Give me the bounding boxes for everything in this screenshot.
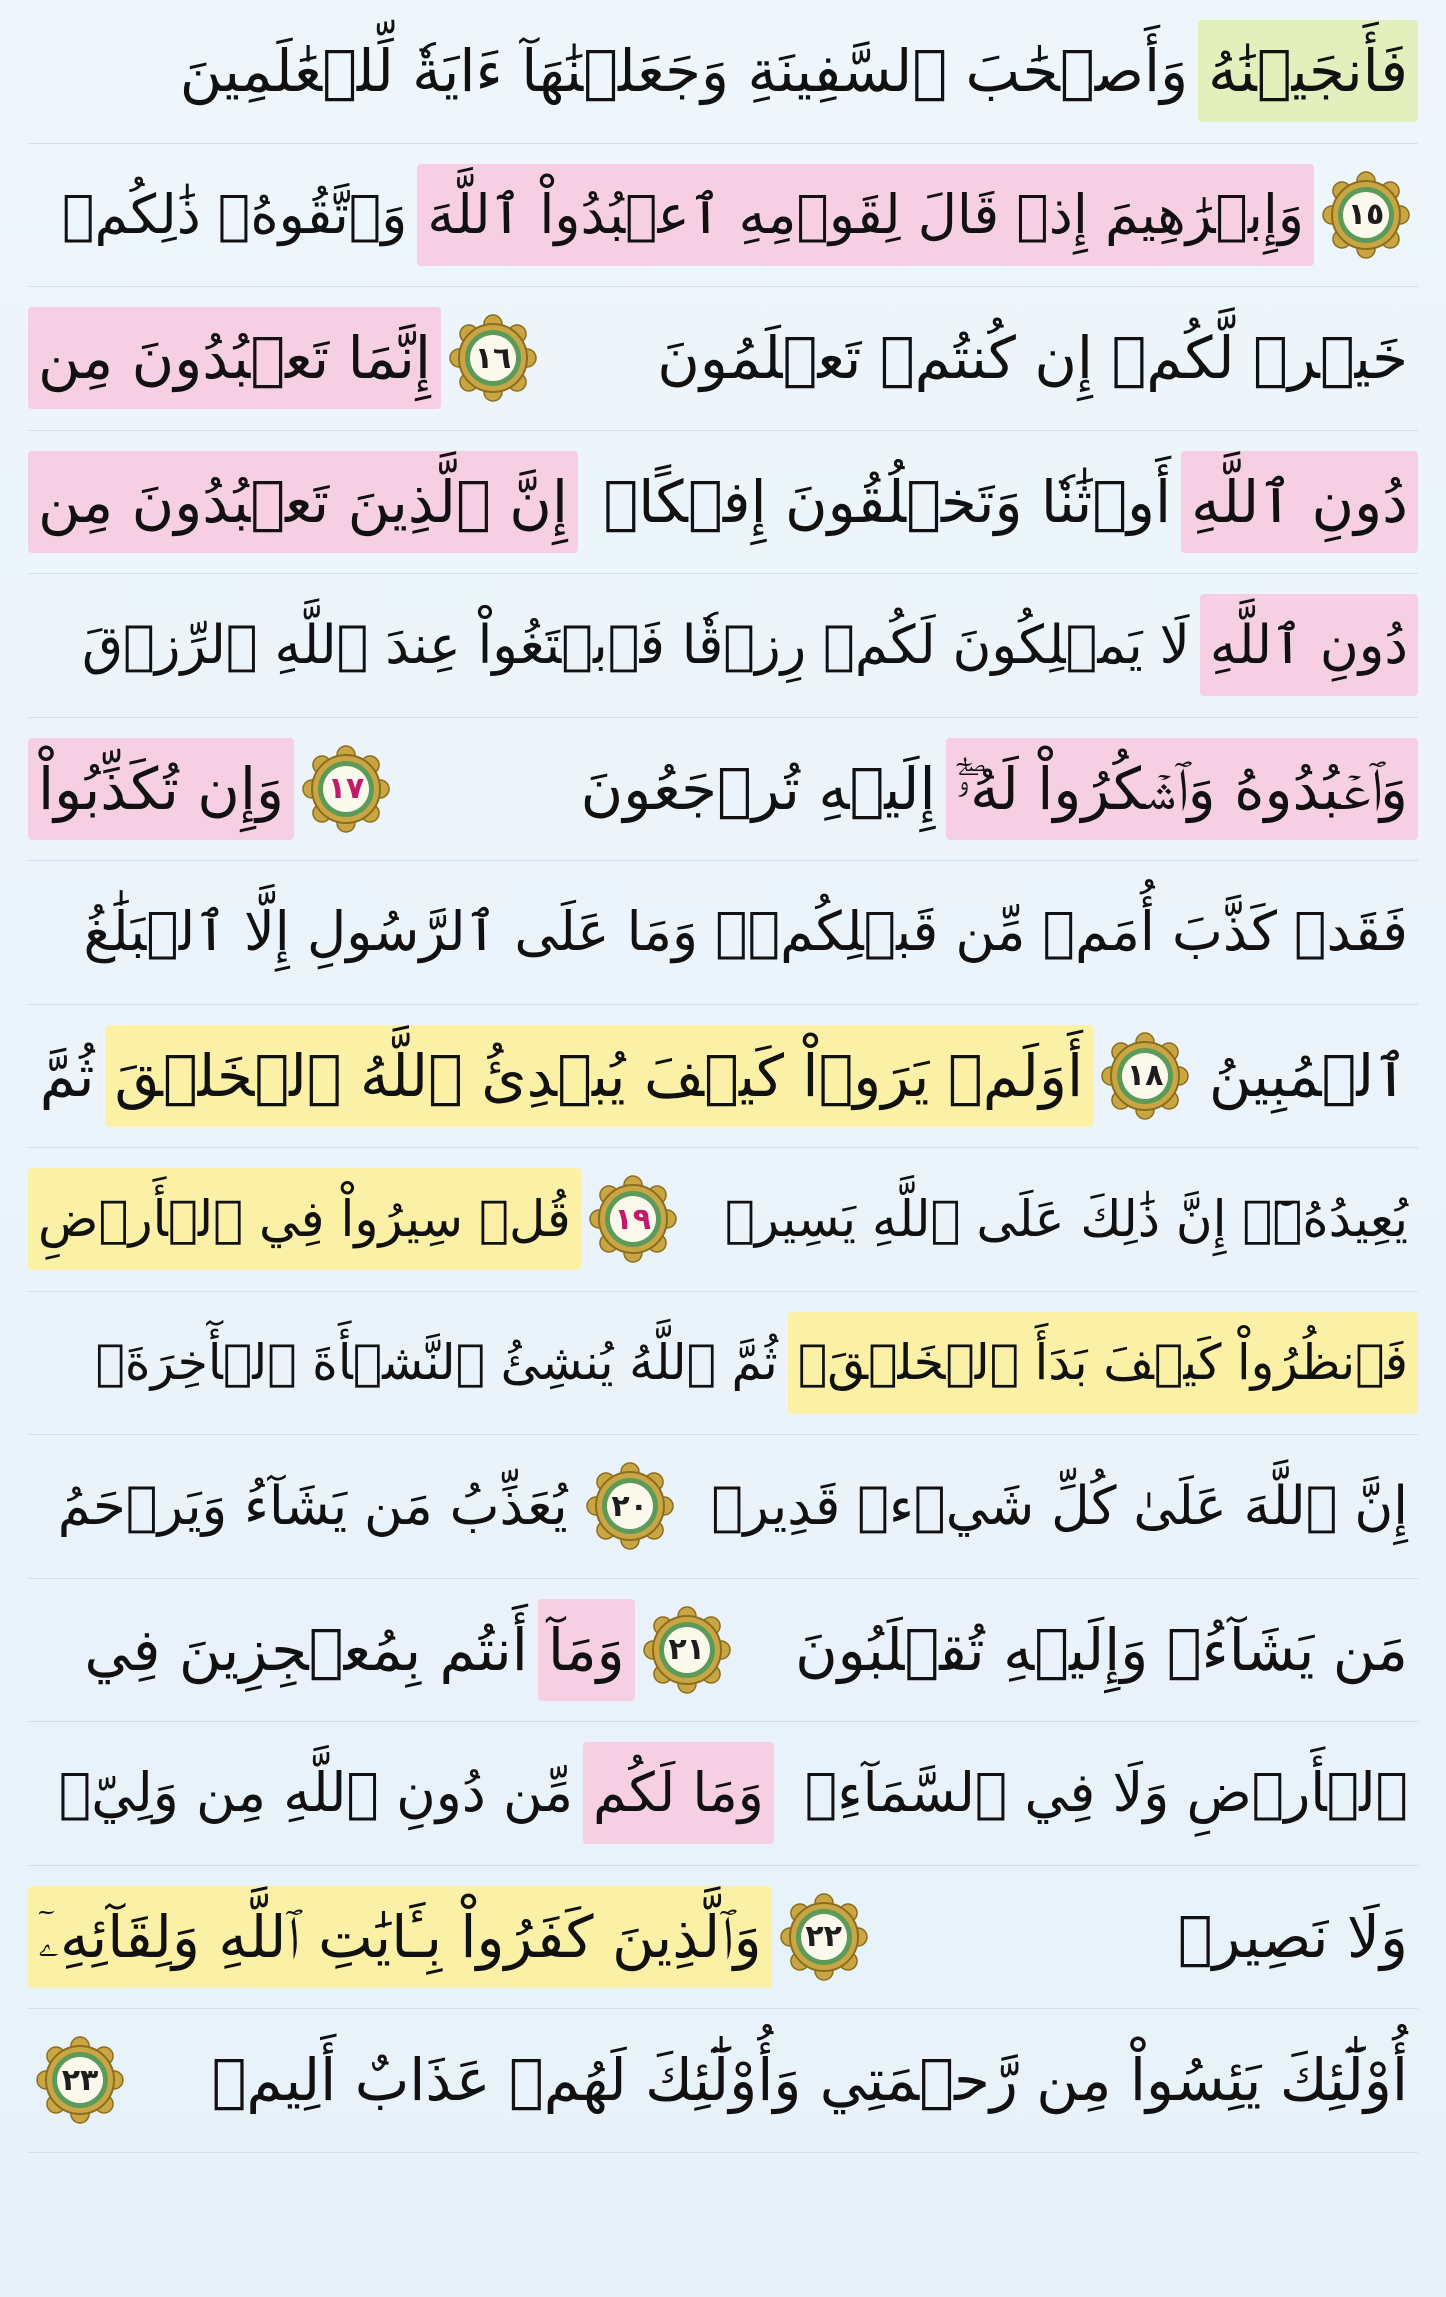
verse-text: أَوۡثَٰنٗا وَتَخۡلُقُونَ إِفۡكًاۚ [603, 467, 1172, 536]
highlighted-phrase: فَأَنجَيۡنَٰهُ [1198, 20, 1418, 122]
text-line [28, 1435, 1418, 1579]
verse-text: وَٱتَّقُوهُۖ ذَٰلِكُمۡ [62, 182, 408, 246]
ayah-number: ٢٠ [611, 1488, 648, 1524]
verse-text: يُعَذِّبُ مَن يَشَآءُ وَيَرۡحَمُ [57, 1475, 568, 1537]
verse-text: يُعِيدُهُۥٓۚ إِنَّ ذَٰلِكَ عَلَى ٱللَّهِ يَسِيرٞ [724, 1190, 1408, 1249]
ayah-number-marker [34, 2034, 126, 2126]
verse-text: ثُمَّ ٱللَّهُ يُنشِئُ ٱلنَّشۡأَةَ ٱلۡأٓخِرَةَۚ [95, 1334, 778, 1392]
highlighted-phrase: دُونِ ٱللَّهِ [1200, 594, 1418, 696]
ayah-number: ١٧ [327, 771, 365, 807]
ayah-number-marker [1099, 1030, 1191, 1122]
text-line [28, 1148, 1418, 1292]
ayah-number: ٢٣ [61, 2062, 99, 2098]
verse-text: وَلَا نَصِيرٖ [1177, 1902, 1408, 1971]
ayah-number: ٢١ [668, 1632, 705, 1668]
ayah-number-marker [447, 312, 539, 404]
verse-text: إِلَيۡهِ تُرۡجَعُونَ [580, 754, 936, 823]
text-line [28, 2009, 1418, 2153]
verse-text: فَقَدۡ كَذَّبَ أُمَمٞ مِّن قَبۡلِكُمۡۖ وَمَا عَلَى ٱلرَّسُولِ إِلَّا ٱلۡبَلَٰغُ [83, 900, 1408, 964]
text-line [28, 431, 1418, 575]
highlighted-phrase: وَٱعۡبُدُوهُ وَٱشۡكُرُواْ لَهُۥٓۖ [946, 738, 1418, 840]
verse-text: ٱلۡأَرۡضِ وَلَا فِي ٱلسَّمَآءِۖ [804, 1761, 1408, 1825]
highlighted-phrase: دُونِ ٱللَّهِ [1181, 451, 1418, 553]
text-line [28, 1292, 1418, 1436]
verse-text: ٱلۡمُبِينُ [1208, 1041, 1408, 1110]
highlighted-phrase: أَوَلَمۡ يَرَوۡاْ كَيۡفَ يُبۡدِئُ ٱللَّهُ ٱلۡخَلۡقَ [105, 1025, 1094, 1127]
highlighted-phrase: إِنَّمَا تَعۡبُدُونَ مِن [28, 307, 441, 409]
ayah-number: ١٩ [614, 1201, 652, 1237]
highlighted-phrase: وَإِن تُكَذِّبُواْ [28, 738, 294, 840]
highlighted-phrase: وَمَا لَكُم [583, 1742, 774, 1844]
highlighted-phrase: إِنَّ ٱلَّذِينَ تَعۡبُدُونَ مِن [28, 451, 578, 553]
ayah-number-marker [587, 1173, 679, 1265]
text-line [28, 287, 1418, 431]
verse-text: أَنتُم بِمُعۡجِزِينَ فِي [84, 1615, 528, 1684]
verse-text: مِّن دُونِ ٱللَّهِ مِن وَلِيّٖ [58, 1761, 574, 1825]
highlighted-phrase: فَٱنظُرُواْ كَيۡفَ بَدَأَ ٱلۡخَلۡقَۚ [788, 1312, 1418, 1414]
ayah-number-marker [641, 1604, 733, 1696]
text-line [28, 574, 1418, 718]
highlighted-phrase: وَٱلَّذِينَ كَفَرُواْ بِـَٔايَٰتِ ٱللَّهِ وَلِقَآئِهِۦٓ [28, 1886, 772, 1988]
ayah-number-marker [1320, 169, 1412, 261]
highlighted-phrase: وَمَآ [538, 1599, 635, 1701]
text-line [28, 1866, 1418, 2010]
ayah-number-marker [778, 1891, 870, 1983]
ayah-number: ١٨ [1126, 1058, 1164, 1094]
verse-text: أُوْلَٰٓئِكَ يَئِسُواْ مِن رَّحۡمَتِي وَأُوْلَٰٓئِكَ لَهُمۡ عَذَابٌ أَلِيمٞ [211, 2046, 1408, 2115]
text-line [28, 1579, 1418, 1723]
ayah-number: ١٥ [1347, 197, 1385, 233]
text-line [28, 144, 1418, 288]
highlighted-phrase: وَإِبۡرَٰهِيمَ إِذۡ قَالَ لِقَوۡمِهِ ٱعۡبُدُواْ ٱللَّهَ [417, 164, 1314, 266]
ayah-number: ١٦ [474, 340, 512, 376]
verse-text: لَا يَمۡلِكُونَ لَكُمۡ رِزۡقٗا فَٱبۡتَغُواْ عِندَ ٱللَّهِ ٱلرِّزۡقَ [81, 614, 1190, 676]
ayah-number: ٢٢ [805, 1919, 842, 1955]
text-line [28, 718, 1418, 862]
verse-text: وَأَصۡحَٰبَ ٱلسَّفِينَةِ وَجَعَلۡنَٰهَآ ءَايَةٗ لِّلۡعَٰلَمِينَ [179, 37, 1189, 106]
verse-text: خَيۡرٞ لَّكُمۡ إِن كُنتُمۡ تَعۡلَمُونَ [657, 324, 1408, 393]
text-line [28, 0, 1418, 144]
verse-text: إِنَّ ٱللَّهَ عَلَىٰ كُلِّ شَيۡءٖ قَدِيرٞ [711, 1475, 1408, 1537]
ayah-number-marker [584, 1460, 676, 1552]
highlighted-phrase: قُلۡ سِيرُواْ فِي ٱلۡأَرۡضِ [28, 1168, 581, 1270]
verse-text: مَن يَشَآءُۖ وَإِلَيۡهِ تُقۡلَبُونَ [795, 1615, 1408, 1684]
text-line [28, 1005, 1418, 1149]
ayah-number-marker [300, 743, 392, 835]
text-line [28, 1722, 1418, 1866]
text-line [28, 861, 1418, 1005]
verse-text: ثُمَّ [39, 1041, 95, 1110]
